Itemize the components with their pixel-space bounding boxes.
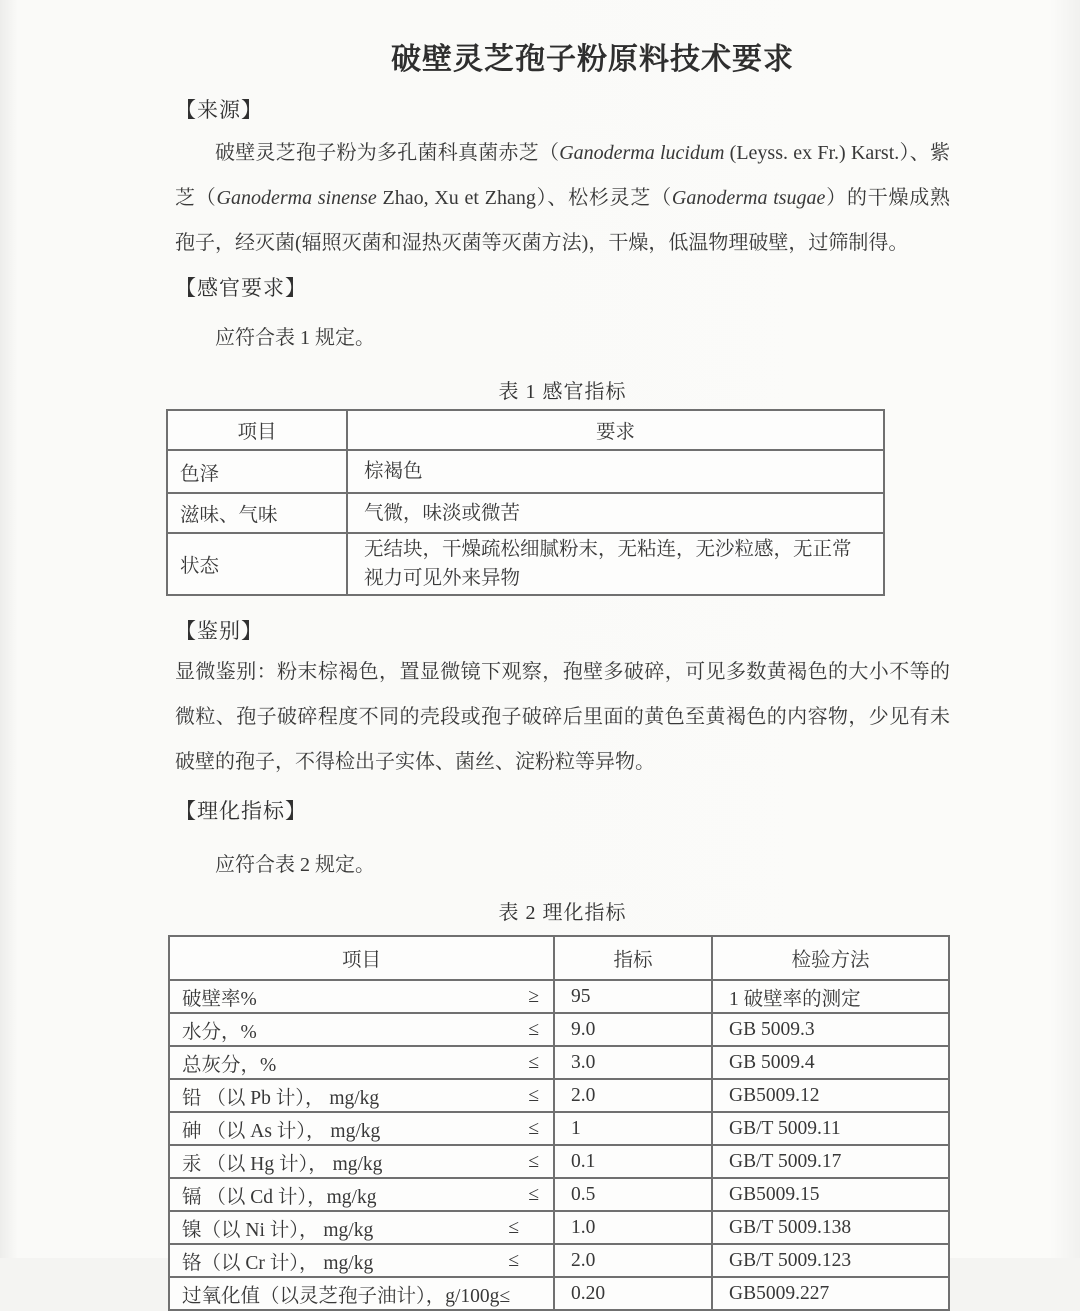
cell-method: GB5009.12 bbox=[712, 1079, 949, 1112]
cell-method: GB5009.227 bbox=[712, 1277, 949, 1310]
comparison-symbol: ≤ bbox=[528, 1150, 539, 1172]
item-label: 铬（以 Cr 计）， mg/kg bbox=[182, 1252, 374, 1274]
cell-method: GB/T 5009.123 bbox=[712, 1244, 949, 1277]
table-header-row bbox=[167, 410, 884, 450]
cell-item bbox=[169, 1145, 554, 1178]
sensory-statement: 应符合表 1 规定。 bbox=[215, 327, 375, 349]
cell-item bbox=[169, 1079, 554, 1112]
comparison-symbol: ≤ bbox=[528, 1051, 539, 1073]
item-label: 砷 （以 As 计）， mg/kg bbox=[182, 1120, 381, 1142]
item-label: 总灰分，% bbox=[182, 1054, 277, 1076]
cell-item bbox=[169, 1112, 554, 1145]
cell-item: 滋味、气味 bbox=[167, 493, 347, 533]
cell-value: 95 bbox=[554, 980, 712, 1013]
cell-method: GB 5009.3 bbox=[712, 1013, 949, 1046]
item-label: 汞 （以 Hg 计）， mg/kg bbox=[182, 1153, 383, 1175]
item-label: 铅 （以 Pb 计）， mg/kg bbox=[182, 1087, 380, 1109]
item-label: 镉 （以 Cd 计），mg/kg bbox=[182, 1186, 377, 1208]
cell-requirement: 无结块，干燥疏松细腻粉末，无粘连，无沙粒感，无正常视力可见外来异物 bbox=[347, 533, 884, 595]
comparison-symbol: ≤ bbox=[508, 1216, 519, 1238]
column-header-item: 项目 bbox=[169, 936, 554, 980]
cell-item bbox=[169, 980, 554, 1013]
cell-method: GB/T 5009.17 bbox=[712, 1145, 949, 1178]
cell-value: 0.5 bbox=[554, 1178, 712, 1211]
table-row bbox=[169, 1079, 949, 1112]
cell-value: 9.0 bbox=[554, 1013, 712, 1046]
item-label: 水分，% bbox=[182, 1021, 257, 1043]
table-row bbox=[167, 493, 884, 533]
cell-value: 1 bbox=[554, 1112, 712, 1145]
table-row bbox=[169, 1145, 949, 1178]
column-header-item: 项目 bbox=[167, 410, 347, 450]
item-label: 镍（以 Ni 计）， mg/kg bbox=[182, 1219, 374, 1241]
comparison-symbol: ≤ bbox=[528, 1084, 539, 1106]
cell-item: 色泽 bbox=[167, 450, 347, 493]
cell-value: 0.20 bbox=[554, 1277, 712, 1310]
table-row bbox=[167, 450, 884, 493]
cell-method: GB5009.15 bbox=[712, 1178, 949, 1211]
comparison-symbol: ≤ bbox=[528, 1018, 539, 1040]
comparison-symbol: ≤ bbox=[528, 1183, 539, 1205]
cell-item bbox=[169, 1244, 554, 1277]
table-row bbox=[169, 980, 949, 1013]
section-heading-sensory: 【感官要求】 bbox=[175, 276, 307, 300]
identification-paragraph: 显微鉴别：粉末棕褐色，置显微镜下观察，孢壁多破碎，可见多数黄褐色的大小不等的微粒、孢子破碎程度不同的壳段或孢子破碎后里面的黄色至黄褐色的内容物，少见有未破壁的孢子，不得检出子实体、菌丝、淀粉粒等异物。 bbox=[175, 661, 950, 773]
cell-item bbox=[169, 1211, 554, 1244]
cell-value: 2.0 bbox=[554, 1244, 712, 1277]
comparison-symbol: ≥ bbox=[528, 985, 539, 1007]
document-content bbox=[175, 0, 950, 1311]
page-title: 破壁灵芝孢子粉原料技术要求 bbox=[391, 43, 794, 76]
cell-value: 0.1 bbox=[554, 1145, 712, 1178]
physicochemical-table bbox=[168, 935, 950, 1311]
cell-value: 3.0 bbox=[554, 1046, 712, 1079]
cell-requirement: 气微，味淡或微苦 bbox=[347, 493, 884, 533]
cell-value: 1.0 bbox=[554, 1211, 712, 1244]
column-header-index: 指标 bbox=[554, 936, 712, 980]
table-header-row bbox=[169, 936, 949, 980]
item-label: 破壁率% bbox=[182, 988, 257, 1010]
sensory-table bbox=[166, 409, 885, 596]
table-row bbox=[169, 1046, 949, 1079]
table-row bbox=[169, 1244, 949, 1277]
cell-value: 2.0 bbox=[554, 1079, 712, 1112]
cell-item bbox=[169, 1013, 554, 1046]
column-header-requirement: 要求 bbox=[347, 410, 884, 450]
table-row bbox=[169, 1013, 949, 1046]
cell-item bbox=[169, 1178, 554, 1211]
cell-method: GB 5009.4 bbox=[712, 1046, 949, 1079]
cell-method: 1 破壁率的测定 bbox=[712, 980, 949, 1013]
table-row bbox=[167, 533, 884, 595]
cell-requirement: 棕褐色 bbox=[347, 450, 884, 493]
table-row bbox=[169, 1277, 949, 1310]
table2-caption: 表 2 理化指标 bbox=[498, 902, 627, 924]
cell-item: 状态 bbox=[167, 533, 347, 595]
cell-item bbox=[169, 1277, 554, 1310]
cell-item bbox=[169, 1046, 554, 1079]
table1-caption: 表 1 感官指标 bbox=[498, 381, 627, 403]
source-paragraph: 破壁灵芝孢子粉为多孔菌科真菌赤芝（Ganoderma lucidum (Leyss. ex Fr.) Karst.）、紫芝（Ganoderma sinense Zhao, Xu et Zhang）、松杉灵芝（Ganoderma tsugae）的干燥成熟孢子，经灭菌(辐照灭菌和湿热灭菌等灭菌方法)，干燥，低温物理破壁，过筛制得。 bbox=[175, 142, 951, 254]
section-heading-identification: 【鉴别】 bbox=[175, 619, 263, 643]
section-heading-physicochemical: 【理化指标】 bbox=[175, 799, 307, 823]
comparison-symbol: ≤ bbox=[528, 1117, 539, 1139]
table-row bbox=[169, 1178, 949, 1211]
comparison-symbol: ≤ bbox=[508, 1249, 519, 1271]
section-heading-source: 【来源】 bbox=[175, 98, 263, 122]
cell-method: GB/T 5009.11 bbox=[712, 1112, 949, 1145]
column-header-method: 检验方法 bbox=[712, 936, 949, 980]
table-row bbox=[169, 1112, 949, 1145]
cell-method: GB/T 5009.138 bbox=[712, 1211, 949, 1244]
table-row bbox=[169, 1211, 949, 1244]
physicochemical-statement: 应符合表 2 规定。 bbox=[215, 854, 375, 876]
item-label: 过氧化值（以灵芝孢子油计），g/100g≤ bbox=[182, 1285, 511, 1307]
